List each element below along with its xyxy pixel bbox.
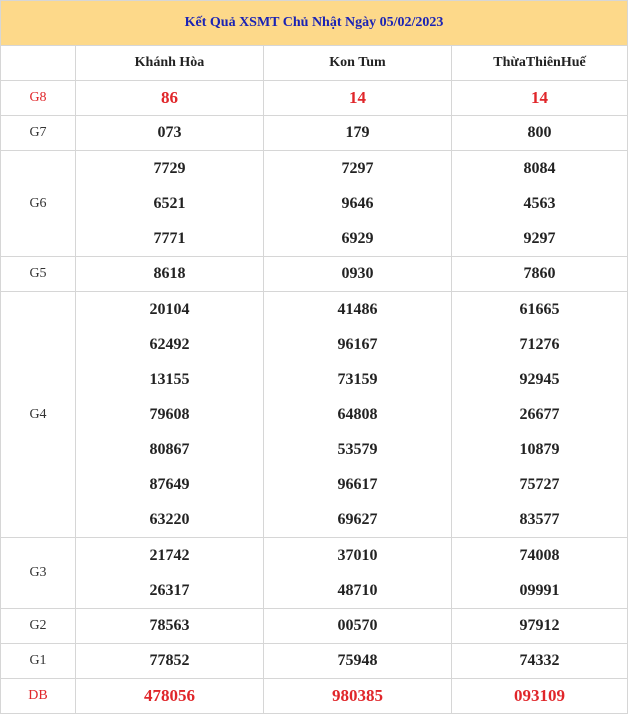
result-cell: 86 bbox=[76, 81, 264, 116]
result-number: 63220 bbox=[149, 511, 190, 528]
prize-row-g5 bbox=[1, 257, 628, 292]
result-number: 7297 bbox=[341, 160, 374, 177]
result-number: 21742 bbox=[149, 547, 190, 564]
prize-label: G5 bbox=[1, 257, 76, 292]
result-number: 10879 bbox=[519, 441, 560, 458]
result-cell: 478056 bbox=[76, 679, 264, 714]
result-number: 80867 bbox=[149, 441, 190, 458]
prize-row-g7 bbox=[1, 116, 628, 151]
header-province-thua-thien-hue: ThừaThiênHuế bbox=[452, 46, 628, 81]
result-number: 9646 bbox=[341, 195, 374, 212]
prize-label: G7 bbox=[1, 116, 76, 151]
prize-label: G8 bbox=[1, 81, 76, 116]
result-cell: 75948 bbox=[264, 644, 452, 679]
result-cell: 073 bbox=[76, 116, 264, 151]
result-number: 4563 bbox=[523, 195, 556, 212]
result-number: 7729 bbox=[153, 160, 186, 177]
prize-label: G4 bbox=[1, 292, 76, 538]
result-number: 7771 bbox=[153, 230, 186, 247]
prize-row-g8 bbox=[1, 81, 628, 116]
result-cell: 14 bbox=[452, 81, 628, 116]
header-province-khanh-hoa: Khánh Hòa bbox=[76, 46, 264, 81]
results-body bbox=[1, 81, 628, 714]
result-cell bbox=[264, 292, 452, 538]
prize-row-g2 bbox=[1, 609, 628, 644]
prize-row-g4 bbox=[1, 292, 628, 538]
result-number: 09991 bbox=[519, 582, 560, 599]
result-cell: 093109 bbox=[452, 679, 628, 714]
result-cell: 00570 bbox=[264, 609, 452, 644]
result-number: 83577 bbox=[519, 511, 560, 528]
result-number: 6929 bbox=[341, 230, 374, 247]
result-cell bbox=[264, 151, 452, 257]
result-number: 96617 bbox=[337, 476, 378, 493]
result-cell: 77852 bbox=[76, 644, 264, 679]
result-number: 74008 bbox=[519, 547, 560, 564]
prize-row-g3 bbox=[1, 538, 628, 609]
result-number: 13155 bbox=[149, 371, 190, 388]
result-number: 92945 bbox=[519, 371, 560, 388]
result-cell bbox=[76, 292, 264, 538]
result-number: 26677 bbox=[519, 406, 560, 423]
result-cell: 78563 bbox=[76, 609, 264, 644]
result-cell: 800 bbox=[452, 116, 628, 151]
result-number: 69627 bbox=[337, 511, 378, 528]
result-number: 8084 bbox=[523, 160, 556, 177]
result-cell: 0930 bbox=[264, 257, 452, 292]
result-cell: 8618 bbox=[76, 257, 264, 292]
column-header-row bbox=[1, 46, 628, 81]
result-number: 6521 bbox=[153, 195, 186, 212]
result-cell bbox=[76, 151, 264, 257]
result-number: 41486 bbox=[337, 301, 378, 318]
result-number: 75727 bbox=[519, 476, 560, 493]
prize-row-g1 bbox=[1, 644, 628, 679]
result-number: 20104 bbox=[149, 301, 190, 318]
result-cell: 14 bbox=[264, 81, 452, 116]
result-cell bbox=[452, 538, 628, 609]
result-number: 79608 bbox=[149, 406, 190, 423]
prize-label: G6 bbox=[1, 151, 76, 257]
result-cell bbox=[264, 538, 452, 609]
result-cell: 97912 bbox=[452, 609, 628, 644]
result-number: 64808 bbox=[337, 406, 378, 423]
prize-row-db bbox=[1, 679, 628, 714]
result-number: 61665 bbox=[519, 301, 560, 318]
result-cell: 179 bbox=[264, 116, 452, 151]
result-cell: 980385 bbox=[264, 679, 452, 714]
prize-label: DB bbox=[1, 679, 76, 714]
result-number: 37010 bbox=[337, 547, 378, 564]
result-cell: 7860 bbox=[452, 257, 628, 292]
prize-label: G1 bbox=[1, 644, 76, 679]
result-cell: 74332 bbox=[452, 644, 628, 679]
result-number: 26317 bbox=[149, 582, 190, 599]
result-cell bbox=[452, 292, 628, 538]
result-number: 73159 bbox=[337, 371, 378, 388]
result-cell bbox=[452, 151, 628, 257]
result-number: 96167 bbox=[337, 336, 378, 353]
prize-row-g6 bbox=[1, 151, 628, 257]
header-province-kon-tum: Kon Tum bbox=[264, 46, 452, 81]
result-number: 53579 bbox=[337, 441, 378, 458]
result-number: 9297 bbox=[523, 230, 556, 247]
table-title: Kết Quả XSMT Chủ Nhật Ngày 05/02/2023 bbox=[1, 1, 628, 46]
result-number: 87649 bbox=[149, 476, 190, 493]
result-number: 48710 bbox=[337, 582, 378, 599]
result-number: 62492 bbox=[149, 336, 190, 353]
prize-label: G2 bbox=[1, 609, 76, 644]
prize-label: G3 bbox=[1, 538, 76, 609]
header-prize-blank bbox=[1, 46, 76, 81]
result-number: 71276 bbox=[519, 336, 560, 353]
result-cell bbox=[76, 538, 264, 609]
